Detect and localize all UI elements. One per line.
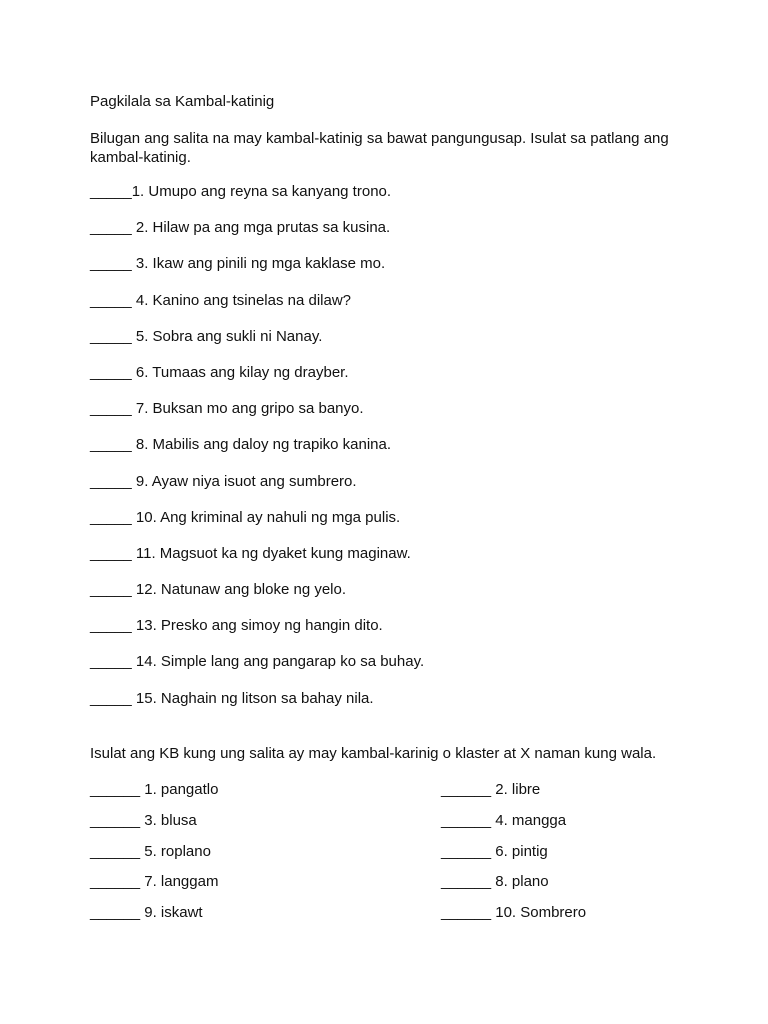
sentence-item: _____ 5. Sobra ang sukli ni Nanay. <box>90 327 323 345</box>
word-row <box>90 843 690 874</box>
sentence-item: _____1. Umupo ang reyna sa kanyang trono. <box>90 183 392 200</box>
sentence-list <box>90 183 424 726</box>
sentence-item: _____ 12. Natunaw ang bloke ng yelo. <box>90 581 347 599</box>
sentence-item: _____ 4. Kanino ang tsinelas na dilaw? <box>90 291 352 309</box>
word-item: ______ 2. libre <box>441 781 541 798</box>
instructions-part-1: Bilugan ang salita na may kambal-katinig sa bawat pangungusap. Isulat sa patlang ang kambal-katinig. <box>90 130 669 166</box>
word-row <box>90 904 690 935</box>
sentence-item: _____ 11. Magsuot ka ng dyaket kung maginaw. <box>90 544 411 562</box>
sentence-item: _____ 8. Mabilis ang daloy ng trapiko kanina. <box>90 436 392 454</box>
word-grid <box>90 781 690 935</box>
word-item: ______ 5. roplano <box>90 842 211 860</box>
sentence-item: _____ 10. Ang kriminal ay nahuli ng mga pulis. <box>90 508 401 526</box>
sentence-item: _____ 15. Naghain ng litson sa bahay nila. <box>90 689 374 707</box>
word-item: ______ 3. blusa <box>90 811 197 829</box>
instructions-part-2: Isulat ang KB kung ung salita ay may kambal-karinig o klaster at X naman kung wala. <box>90 745 657 762</box>
word-item: ______ 6. pintig <box>441 842 548 860</box>
word-row <box>90 812 690 843</box>
word-item: ______ 8. plano <box>441 873 549 891</box>
word-row <box>90 781 690 812</box>
sentence-item: _____ 6. Tumaas ang kilay ng drayber. <box>90 363 349 381</box>
sentence-item: _____ 9. Ayaw niya isuot ang sumbrero. <box>90 472 357 490</box>
word-item: ______ 9. iskawt <box>90 904 203 922</box>
word-row <box>90 873 690 904</box>
sentence-item: _____ 14. Simple lang ang pangarap ko sa buhay. <box>90 653 425 671</box>
sentence-item: _____ 2. Hilaw pa ang mga prutas sa kusina. <box>90 219 391 237</box>
sentence-item: _____ 7. Buksan mo ang gripo sa banyo. <box>90 400 364 418</box>
word-item: ______ 10. Sombrero <box>441 904 587 922</box>
word-item: ______ 7. langgam <box>90 873 219 891</box>
sentence-item: _____ 13. Presko ang simoy ng hangin dito. <box>90 617 383 635</box>
sentence-item: _____ 3. Ikaw ang pinili ng mga kaklase mo. <box>90 255 386 273</box>
word-item: ______ 1. pangatlo <box>90 781 219 798</box>
worksheet-title: Pagkilala sa Kambal-katinig <box>90 93 275 110</box>
word-item: ______ 4. mangga <box>441 811 567 829</box>
